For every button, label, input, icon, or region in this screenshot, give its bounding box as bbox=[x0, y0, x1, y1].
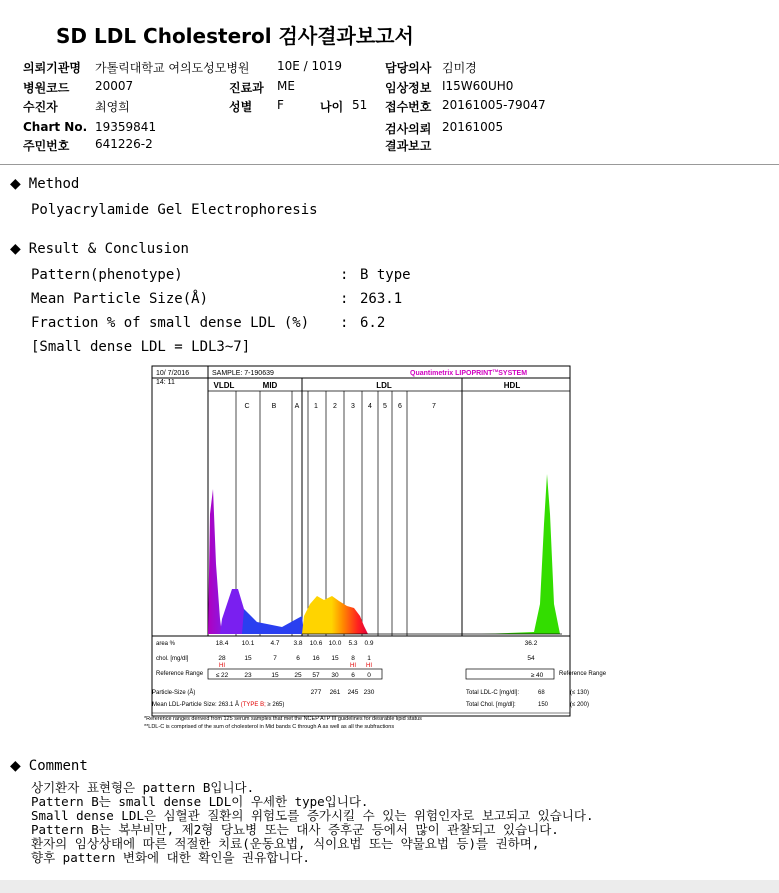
header-value: 김미경 bbox=[442, 61, 477, 75]
chart-date: 10/ 7/2016 bbox=[156, 370, 190, 377]
band-label: 4 bbox=[368, 403, 372, 410]
header-value: 19359841 bbox=[95, 120, 157, 134]
header-label: Chart No. bbox=[23, 120, 88, 134]
result-value: B type bbox=[360, 267, 411, 283]
header-label: 수진자 bbox=[23, 100, 58, 114]
total-chol-value: 150 bbox=[538, 702, 549, 708]
result-value: 263.1 bbox=[360, 291, 403, 307]
chol-value: 15 bbox=[331, 655, 339, 662]
chol-flag: HI bbox=[219, 663, 225, 669]
method-heading-text: Method bbox=[28, 176, 80, 192]
comment-line: 상기환자 표현형은 pattern B입니다. bbox=[31, 780, 255, 795]
footer-bar bbox=[0, 880, 779, 893]
mean-size-line bbox=[152, 701, 284, 708]
header-divider bbox=[0, 164, 779, 165]
band-label: 7 bbox=[432, 403, 436, 410]
chol-value: 54 bbox=[527, 655, 535, 662]
result-heading bbox=[10, 241, 189, 257]
total-ldl-value: 68 bbox=[538, 690, 545, 696]
ref-value: 23 bbox=[244, 672, 252, 679]
chart-brand-tm: TM bbox=[492, 368, 499, 373]
band-label: 2 bbox=[333, 403, 337, 410]
result-value: 6.2 bbox=[360, 315, 386, 331]
diamond-bullet-icon: ◆ bbox=[10, 176, 21, 192]
chol-flag: HI bbox=[350, 663, 356, 669]
method-heading bbox=[10, 176, 79, 192]
header-label: 접수번호 bbox=[385, 100, 432, 114]
chart-brand-name: Quantimetrix LIPOPRINT bbox=[410, 370, 493, 377]
chol-value: 6 bbox=[296, 655, 300, 662]
header-label: 주민번호 bbox=[23, 139, 70, 153]
group-label: VLDL bbox=[213, 381, 235, 390]
comment-heading bbox=[10, 758, 88, 774]
group-label: HDL bbox=[503, 381, 521, 390]
size-value: 261 bbox=[329, 689, 341, 696]
area-value: 4.7 bbox=[270, 640, 280, 647]
area-label: area % bbox=[156, 641, 176, 647]
footnote-1: *Reference ranges derived from 125 serum samples that met the NCEP ATP III guidelines for desirable lipid status bbox=[144, 716, 422, 722]
mean-ref: ≥ 265) bbox=[267, 702, 285, 708]
area-value: 5.3 bbox=[348, 640, 358, 647]
ref-value: ≤ 22 bbox=[215, 672, 229, 679]
chol-flag: HI bbox=[366, 663, 372, 669]
header-label: 임상정보 bbox=[385, 81, 432, 95]
result-label: Mean Particle Size(Å) bbox=[31, 291, 209, 307]
mean-type: (TYPE B; bbox=[240, 702, 268, 708]
chol-value: 15 bbox=[244, 655, 252, 662]
group-label: MID bbox=[262, 381, 278, 390]
ref-value: 25 bbox=[294, 672, 302, 679]
total-chol-label: Total Chol. [mg/dl]: bbox=[466, 702, 516, 708]
total-ldl-ref: (≤ 130) bbox=[570, 690, 589, 696]
area-value: 10.6 bbox=[309, 640, 323, 647]
result-heading-text: Result & Conclusion bbox=[28, 241, 189, 257]
header-value: 가톨릭대학교 여의도성모병원 bbox=[95, 61, 250, 75]
result-note: [Small dense LDL = LDL3~7] bbox=[31, 339, 251, 355]
chart-brand bbox=[410, 368, 527, 377]
ref-value: 6 bbox=[351, 672, 355, 679]
chol-value: 1 bbox=[367, 655, 371, 662]
area-value: 10.1 bbox=[241, 640, 255, 647]
result-sep: : bbox=[340, 315, 349, 331]
report-title: SD LDL Cholesterol 검사결과보고서 bbox=[56, 24, 414, 48]
header-value: ME bbox=[277, 79, 295, 93]
mean-label: Mean LDL-Particle Size: bbox=[152, 702, 219, 708]
ref-value: 57 bbox=[312, 672, 320, 679]
band-label: C bbox=[244, 403, 250, 410]
comment-line: 환자의 임상상태에 따른 적절한 치료(운동요법, 식이요법 또는 약물요법 등)를 권하며, bbox=[31, 836, 540, 851]
comment-line: Pattern B는 small dense LDL이 우세한 type입니다. bbox=[31, 794, 369, 809]
size-value: 230 bbox=[363, 689, 375, 696]
comment-heading-text: Comment bbox=[28, 758, 88, 774]
comment-line: Small dense LDL은 심혈관 질환의 위험도를 증가시킬 수 있는 위험인자로 보고되고 있습니다. bbox=[31, 808, 594, 823]
band-label: 5 bbox=[383, 403, 387, 410]
footnote-2: **LDL-C is comprised of the sum of cholesterol in Mid bands C through A as well as all the subfractions bbox=[144, 724, 395, 730]
band-label: 6 bbox=[398, 403, 402, 410]
header-value: 최영희 bbox=[95, 100, 130, 114]
result-sep: : bbox=[340, 267, 349, 283]
comment-line: 향후 pattern 변화에 대한 확인을 권유합니다. bbox=[31, 850, 310, 865]
group-label: LDL bbox=[376, 381, 392, 390]
result-label: Fraction % of small dense LDL (%) bbox=[31, 315, 310, 331]
total-chol-ref: (≤ 200) bbox=[570, 702, 589, 708]
header-label: 담당의사 bbox=[385, 61, 432, 75]
ref-value: 30 bbox=[331, 672, 339, 679]
chol-label: chol. [mg/dl] bbox=[156, 656, 189, 662]
band-label: B bbox=[271, 403, 277, 410]
chart-brand-suffix: SYSTEM bbox=[498, 370, 528, 377]
band-label: 3 bbox=[351, 403, 355, 410]
ref-value: ≥ 40 bbox=[530, 672, 544, 679]
chol-value: 16 bbox=[312, 655, 320, 662]
header-label: 나이 bbox=[320, 100, 344, 114]
area-value: 36.2 bbox=[524, 640, 538, 647]
chol-value: 8 bbox=[351, 655, 355, 662]
comment-line: Pattern B는 복부비만, 제2형 당뇨병 또는 대사 증후군 등에서 많이 관찰되고 있습니다. bbox=[31, 822, 559, 837]
ref-label: Reference Range bbox=[156, 671, 204, 677]
result-label: Pattern(phenotype) bbox=[31, 267, 183, 283]
area-value: 10.0 bbox=[328, 640, 342, 647]
ref-value: 15 bbox=[271, 672, 279, 679]
area-value: 0.9 bbox=[364, 640, 374, 647]
header-label: 진료과 bbox=[229, 81, 264, 95]
header-value: 51 bbox=[352, 98, 368, 112]
ref-label-right: Reference Range bbox=[559, 671, 607, 677]
chart-time: 14: 11 bbox=[156, 379, 175, 386]
total-ldl-label: Total LDL-C [mg/dl]: bbox=[466, 690, 520, 696]
header-value: 20161005 bbox=[442, 120, 504, 134]
size-label: Particle-Size (Å) bbox=[152, 690, 196, 696]
header-label: 의뢰기관명 bbox=[23, 61, 81, 75]
header-label: 결과보고 bbox=[385, 139, 432, 153]
band-label: 1 bbox=[314, 403, 318, 410]
header-value: 20161005-79047 bbox=[442, 98, 546, 112]
diamond-bullet-icon: ◆ bbox=[10, 241, 21, 257]
ref-value: 0 bbox=[367, 672, 371, 679]
lipoprint-chart bbox=[142, 364, 607, 732]
header-value: 10E / 1019 bbox=[277, 59, 343, 73]
header-value: 20007 bbox=[95, 79, 134, 93]
chol-value: 28 bbox=[218, 655, 226, 662]
area-value: 3.8 bbox=[293, 640, 303, 647]
result-sep: : bbox=[340, 291, 349, 307]
header-value: 641226-2 bbox=[95, 137, 153, 151]
header-label: 성별 bbox=[229, 100, 253, 114]
size-value: 245 bbox=[347, 689, 359, 696]
header-value: F bbox=[277, 98, 284, 112]
header-label: 병원코드 bbox=[23, 81, 70, 95]
method-text: Polyacrylamide Gel Electrophoresis bbox=[31, 202, 318, 218]
chart-sample: SAMPLE: 7-190639 bbox=[212, 370, 274, 377]
mean-value: 263.1 Å bbox=[218, 702, 241, 708]
header-value: I15W60UH0 bbox=[442, 79, 514, 93]
diamond-bullet-icon: ◆ bbox=[10, 758, 21, 774]
size-value: 277 bbox=[310, 689, 322, 696]
chol-value: 7 bbox=[273, 655, 277, 662]
band-label: A bbox=[294, 403, 300, 410]
area-value: 18.4 bbox=[215, 640, 229, 647]
header-label: 검사의뢰 bbox=[385, 122, 432, 136]
